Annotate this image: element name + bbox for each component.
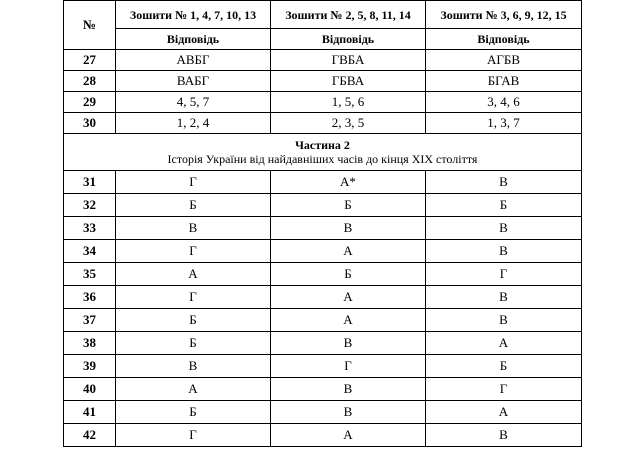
table-row [64, 286, 582, 309]
section-subtitle: Історія України від найдавніших часів до кінця ХІХ століття [167, 152, 478, 166]
answer-cell: В [271, 217, 426, 240]
answer-cell: В [426, 217, 582, 240]
answer-cell: В [271, 401, 426, 424]
section-row [64, 134, 582, 171]
answer-cell: В [426, 424, 582, 447]
answer-cell: БГАВ [426, 71, 582, 92]
column-header-1: Зошити № 1, 4, 7, 10, 13 [116, 1, 271, 29]
answer-cell: В [116, 355, 271, 378]
table-row [64, 424, 582, 447]
table-row [64, 378, 582, 401]
question-number: 40 [64, 378, 116, 401]
answer-cell: Г [116, 240, 271, 263]
answer-cell: 2, 3, 5 [271, 113, 426, 134]
answer-cell: Г [426, 263, 582, 286]
answer-cell: В [426, 309, 582, 332]
answer-cell: 1, 2, 4 [116, 113, 271, 134]
answer-cell: ВАБГ [116, 71, 271, 92]
answer-cell: Г [116, 171, 271, 194]
answer-cell: В [426, 240, 582, 263]
answer-cell: 1, 5, 6 [271, 92, 426, 113]
question-number: 41 [64, 401, 116, 424]
answer-cell: Г [116, 424, 271, 447]
answer-cell: Б [271, 263, 426, 286]
answer-cell: Б [116, 401, 271, 424]
table-row [64, 194, 582, 217]
answer-cell: А [426, 401, 582, 424]
answer-label-1: Відповідь [116, 29, 271, 50]
question-number: 28 [64, 71, 116, 92]
answer-cell: В [426, 171, 582, 194]
answer-cell: А [116, 263, 271, 286]
answer-cell: В [271, 378, 426, 401]
table-row [64, 401, 582, 424]
question-number: 27 [64, 50, 116, 71]
answer-cell: Г [426, 378, 582, 401]
question-number: 42 [64, 424, 116, 447]
question-number: 38 [64, 332, 116, 355]
answer-cell: Б [271, 194, 426, 217]
table-row [64, 263, 582, 286]
section-header [64, 134, 582, 171]
table-row [64, 240, 582, 263]
answer-cell: 4, 5, 7 [116, 92, 271, 113]
table-row [64, 355, 582, 378]
column-header-2: Зошити № 2, 5, 8, 11, 14 [271, 1, 426, 29]
header-row [64, 1, 582, 29]
table-row [64, 50, 582, 71]
answer-cell: А [271, 424, 426, 447]
answer-cell: В [426, 286, 582, 309]
answer-cell: АГБВ [426, 50, 582, 71]
table-row [64, 113, 582, 134]
answer-cell: АВБГ [116, 50, 271, 71]
answer-cell: Б [426, 194, 582, 217]
question-number: 37 [64, 309, 116, 332]
question-number: 39 [64, 355, 116, 378]
table-row [64, 92, 582, 113]
answer-label-row [64, 29, 582, 50]
column-header-3: Зошити № 3, 6, 9, 12, 15 [426, 1, 582, 29]
question-number: 34 [64, 240, 116, 263]
question-number: 31 [64, 171, 116, 194]
question-number: 33 [64, 217, 116, 240]
section-title: Частина 2 [295, 138, 350, 152]
table-row [64, 171, 582, 194]
answer-cell: 1, 3, 7 [426, 113, 582, 134]
answer-cell: А [426, 332, 582, 355]
answer-cell: Б [116, 309, 271, 332]
answer-cell: Г [116, 286, 271, 309]
question-number: 36 [64, 286, 116, 309]
answer-cell: ГВБА [271, 50, 426, 71]
answer-cell: А [116, 378, 271, 401]
answer-label-2: Відповідь [271, 29, 426, 50]
answer-cell: Б [116, 332, 271, 355]
question-number: 29 [64, 92, 116, 113]
answer-cell: ГБВА [271, 71, 426, 92]
answer-table [63, 0, 582, 447]
answer-cell: Б [426, 355, 582, 378]
answer-cell: В [116, 217, 271, 240]
table-row [64, 332, 582, 355]
question-number: 32 [64, 194, 116, 217]
table-row [64, 217, 582, 240]
answer-cell: В [271, 332, 426, 355]
answer-cell: А [271, 240, 426, 263]
answer-cell: Г [271, 355, 426, 378]
num-header: № [64, 1, 116, 50]
answer-label-3: Відповідь [426, 29, 582, 50]
answer-cell: А [271, 309, 426, 332]
question-number: 35 [64, 263, 116, 286]
answer-cell: А [271, 286, 426, 309]
answer-cell: Б [116, 194, 271, 217]
table-row [64, 71, 582, 92]
question-number: 30 [64, 113, 116, 134]
table-row [64, 309, 582, 332]
answer-cell: 3, 4, 6 [426, 92, 582, 113]
answer-cell: А* [271, 171, 426, 194]
answer-table-body [64, 1, 582, 447]
